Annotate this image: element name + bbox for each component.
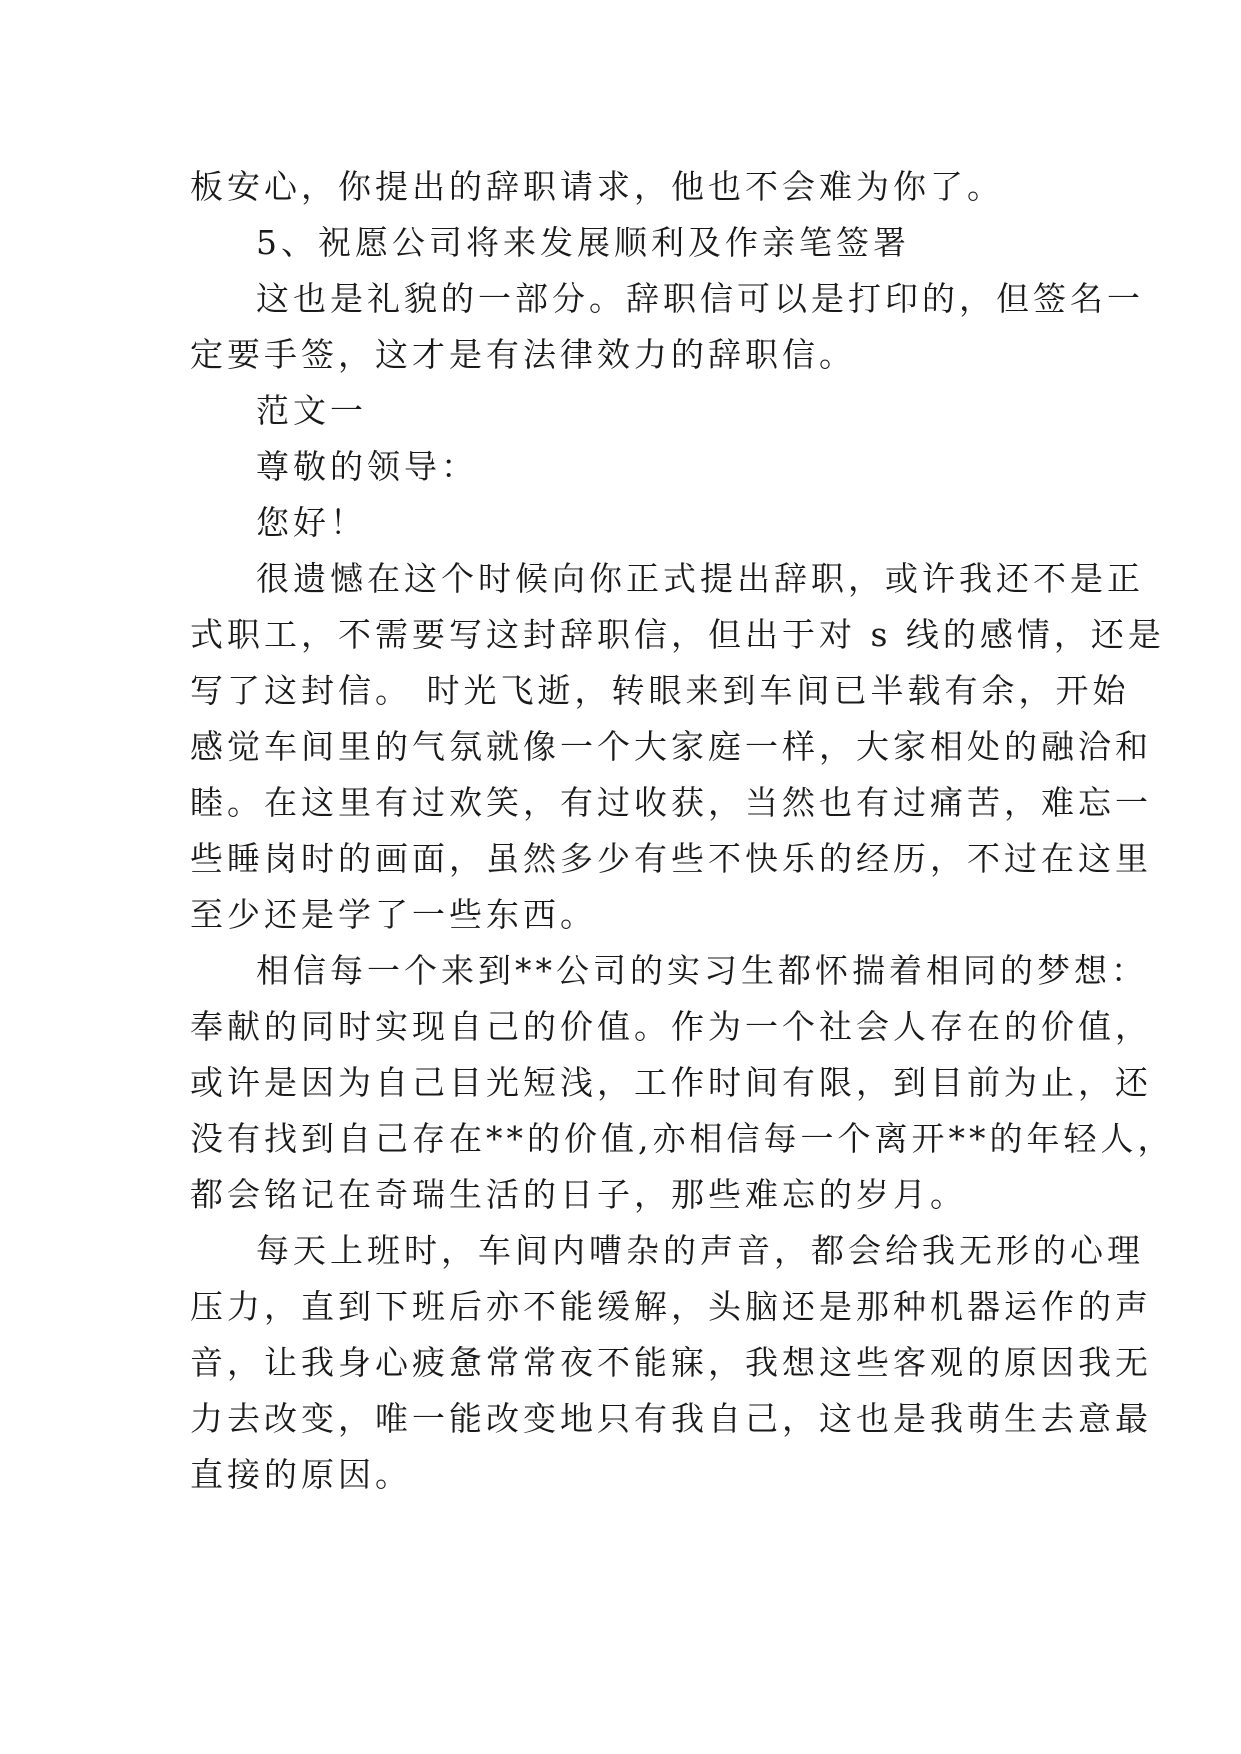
paragraph-line: 力去改变，唯一能改变地只有我自己，这也是我萌生去意最 <box>190 1399 1152 1438</box>
paragraph-line: 至少还是学了一些东西。 <box>190 895 597 934</box>
paragraph-line: 很遗憾在这个时候向你正式提出辞职，或许我还不是正 <box>256 559 1144 598</box>
paragraph-line: 每天上班时，车间内嘈杂的声音，都会给我无形的心理 <box>256 1231 1144 1270</box>
paragraph-line: 压力，直到下班后亦不能缓解，头脑还是那种机器运作的声 <box>190 1287 1152 1326</box>
paragraph-line: 没有找到自己存在**的价值,亦相信每一个离开**的年轻人， <box>190 1119 1175 1158</box>
paragraph-line: 写了这封信。 时光飞逝，转眼来到车间已半载有余，开始 <box>190 671 1130 710</box>
paragraph-line: 这也是礼貌的一部分。辞职信可以是打印的，但签名一 <box>256 279 1144 318</box>
paragraph-line: 5、祝愿公司将来发展顺利及作亲笔签署 <box>256 223 910 262</box>
paragraph-line: 感觉车间里的气氛就像一个大家庭一样，大家相处的融洽和 <box>190 727 1152 766</box>
paragraph-line: 些睡岗时的画面，虽然多少有些不快乐的经历，不过在这里 <box>190 839 1152 878</box>
salutation: 尊敬的领导： <box>256 447 478 486</box>
paragraph-line: 相信每一个来到**公司的实习生都怀揣着相同的梦想： <box>256 951 1148 990</box>
greeting: 您好！ <box>256 503 367 542</box>
paragraph-line: 奉献的同时实现自己的价值。作为一个社会人存在的价值， <box>190 1007 1152 1046</box>
paragraph-line: 定要手签，这才是有法律效力的辞职信。 <box>190 335 856 374</box>
paragraph-line: 板安心，你提出的辞职请求，他也不会难为你了。 <box>190 167 1004 206</box>
paragraph-line: 式职工，不需要写这封辞职信，但出于对 s 线的感情，还是 <box>190 615 1165 654</box>
paragraph-line: 都会铭记在奇瑞生活的日子，那些难忘的岁月。 <box>190 1175 967 1214</box>
section-heading: 范文一 <box>256 391 367 430</box>
paragraph-line: 或许是因为自己目光短浅，工作时间有限，到目前为止，还 <box>190 1063 1152 1102</box>
paragraph-line: 睦。在这里有过欢笑，有过收获，当然也有过痛苦，难忘一 <box>190 783 1152 822</box>
paragraph-line: 音，让我身心疲惫常常夜不能寐，我想这些客观的原因我无 <box>190 1343 1152 1382</box>
paragraph-line: 直接的原因。 <box>190 1455 412 1494</box>
